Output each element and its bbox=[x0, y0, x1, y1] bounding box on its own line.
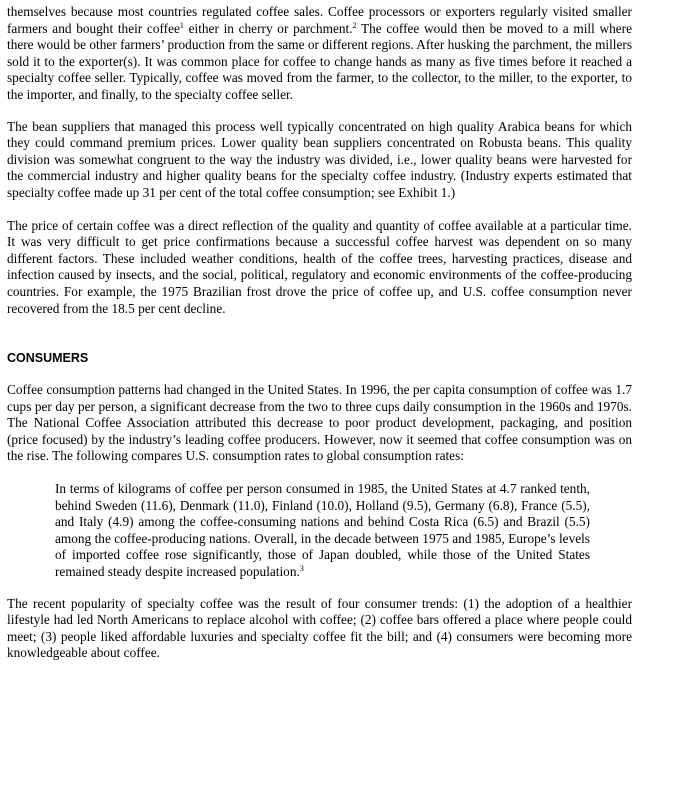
footnote-marker: 3 bbox=[299, 564, 304, 574]
paragraph-text: either in cherry or parchment. bbox=[183, 20, 353, 36]
paragraph-text: The coffee would then be moved to a mill where there would be other farmers’ production from the same or different regions. After husking the parchment, the millers sold it to the exporter(s). It was common place for coffee to change hands as many as five times before it reached a specialty coffee seller. Typically, coffee was moved from the farmer, to the collector, to the miller, to the exporter, to the importer, and finally, to the specialty coffee seller. bbox=[7, 20, 632, 102]
block-quote bbox=[55, 481, 590, 581]
paragraph-bean-suppliers: The bean suppliers that managed this process well typically concentrated on high quality Arabica beans for which they could command premium prices. Lower quality bean suppliers concentrated on Robusta beans. This quality division was somewhat congruent to the way the industry was divided, i.e., lower quality beans were harvested for the commercial industry and higher quality beans for the specialty coffee industry. (Industry experts estimated that specialty coffee made up 31 per cent of the total coffee consumption; see Exhibit 1.) bbox=[7, 118, 632, 200]
quote-text: In terms of kilograms of coffee per person consumed in 1985, the United States at 4.7 ranked tenth, behind Sweden (11.6), Denmark (11.0), Finland (10.0), Holland (9.5), Germany (6.8), France (5.5), and Italy (4.9) among the coffee-consuming nations and behind Costa Rica (6.5) and Brazil (5.5) among the coffee-producing nations. Overall, in the decade between 1975 and 1985, Europe’s levels of imported coffee rose significantly, those of Japan doubled, while those of the United States remained steady despite increased population. bbox=[55, 481, 590, 580]
footnote-marker: 1 bbox=[179, 20, 184, 30]
footnote-marker: 2 bbox=[352, 20, 357, 30]
paragraph-consumption-patterns: Coffee consumption patterns had changed in the United States. In 1996, the per capita consumption of coffee was 1.7 cups per day per person, a significant decrease from the two to three cups daily consumption in the 1960s and 1970s. The National Coffee Association attributed this decrease to poor product development, packaging, and position (price focused) by the industry’s leading coffee producers. However, now it seemed that coffee consumption was on the rise. The following compares U.S. consumption rates to global consumption rates: bbox=[7, 382, 632, 464]
document-page bbox=[7, 4, 632, 662]
paragraph-coffee-price: The price of certain coffee was a direct reflection of the quality and quantity of coffee available at a particular time. It was very difficult to get price confirmations because a successful coffee harvest was dependent on so many different factors. These included weather conditions, health of the coffee trees, harvesting practices, disease and infection caused by insects, and the social, political, regulatory and economic environments of the coffee-producing countries. For example, the 1975 Brazilian frost drove the price of coffee up, and U.S. coffee consumption never recovered from the 18.5 per cent decline. bbox=[7, 217, 632, 316]
paragraph-consumer-trends: The recent popularity of specialty coffee was the result of four consumer trends: (1) the adoption of a healthier lifestyle had led North Americans to replace alcohol with coffee; (2) coffee bars offered a place where people could meet; (3) people liked affordable luxuries and specialty coffee fit the bill; and (4) consumers were becoming more knowledgeable about coffee. bbox=[7, 595, 632, 661]
paragraph-supply-chain bbox=[7, 4, 632, 104]
section-heading-consumers: CONSUMERS bbox=[7, 351, 89, 366]
paragraph-text: themselves because most countries regulated coffee sales. Coffee processors or exporters regularly visited smaller farmers and bought their coffee bbox=[7, 4, 632, 36]
